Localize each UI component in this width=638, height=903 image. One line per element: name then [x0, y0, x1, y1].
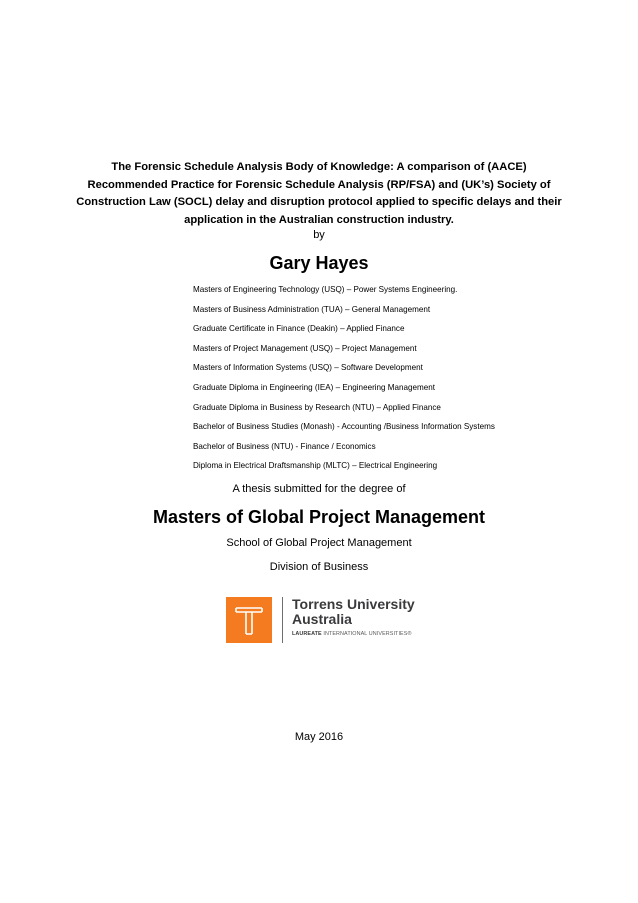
qualification-item: Bachelor of Business Studies (Monash) - Accounting /Business Information Systems [193, 422, 495, 432]
degree-name: Masters of Global Project Management [152, 507, 486, 527]
torrens-t-logo-icon [226, 597, 272, 643]
qualification-item: Bachelor of Business (NTU) - Finance / Economics [193, 441, 376, 451]
logo-tagline [292, 631, 412, 637]
author-name: Gary Hayes [269, 253, 369, 273]
by-label: by [313, 229, 325, 241]
logo-university-name: Torrens University [292, 596, 415, 612]
qualification-item: Graduate Diploma in Engineering (IEA) – Engineering Management [193, 382, 436, 392]
university-logo [226, 597, 446, 643]
logo-tagline-rest: INTERNATIONAL UNIVERSITIES [323, 631, 408, 637]
school-name: School of Global Project Management [226, 537, 412, 549]
thesis-title: The Forensic Schedule Analysis Body of Knowledge: A comparison of (AACE) Recommended Practice for Forensic Schedule Analysis (RP/FSA) and (UK’s) Society of Construction Law (SOCL) delay and disruption protocol applied to specific delays and their application in the Australian construction industry. [76, 161, 562, 226]
qualification-item: Masters of Business Administration (TUA) – General Management [193, 304, 431, 314]
qualifications-list [193, 284, 495, 480]
qualification-item: Masters of Engineering Technology (USQ) – Power Systems Engineering. [193, 285, 458, 294]
logo-country-name: Australia [292, 611, 352, 627]
qualification-item: Masters of Project Management (USQ) – Project Management [193, 343, 417, 353]
qualification-item: Diploma in Electrical Draftsmanship (MLTC) – Electrical Engineering [193, 461, 438, 471]
submission-date: May 2016 [294, 731, 344, 743]
division-name: Division of Business [269, 561, 369, 573]
logo-divider [282, 597, 283, 643]
qualification-item: Graduate Diploma in Business by Research (NTU) – Applied Finance [193, 402, 441, 412]
submission-statement: A thesis submitted for the degree of [232, 483, 406, 495]
logo-tagline-bold: LAUREATE [292, 631, 322, 637]
logo-tagline-mark: ® [407, 631, 412, 637]
qualification-item: Masters of Information Systems (USQ) – Software Development [193, 363, 423, 373]
qualification-item: Graduate Certificate in Finance (Deakin) – Applied Finance [193, 324, 405, 334]
